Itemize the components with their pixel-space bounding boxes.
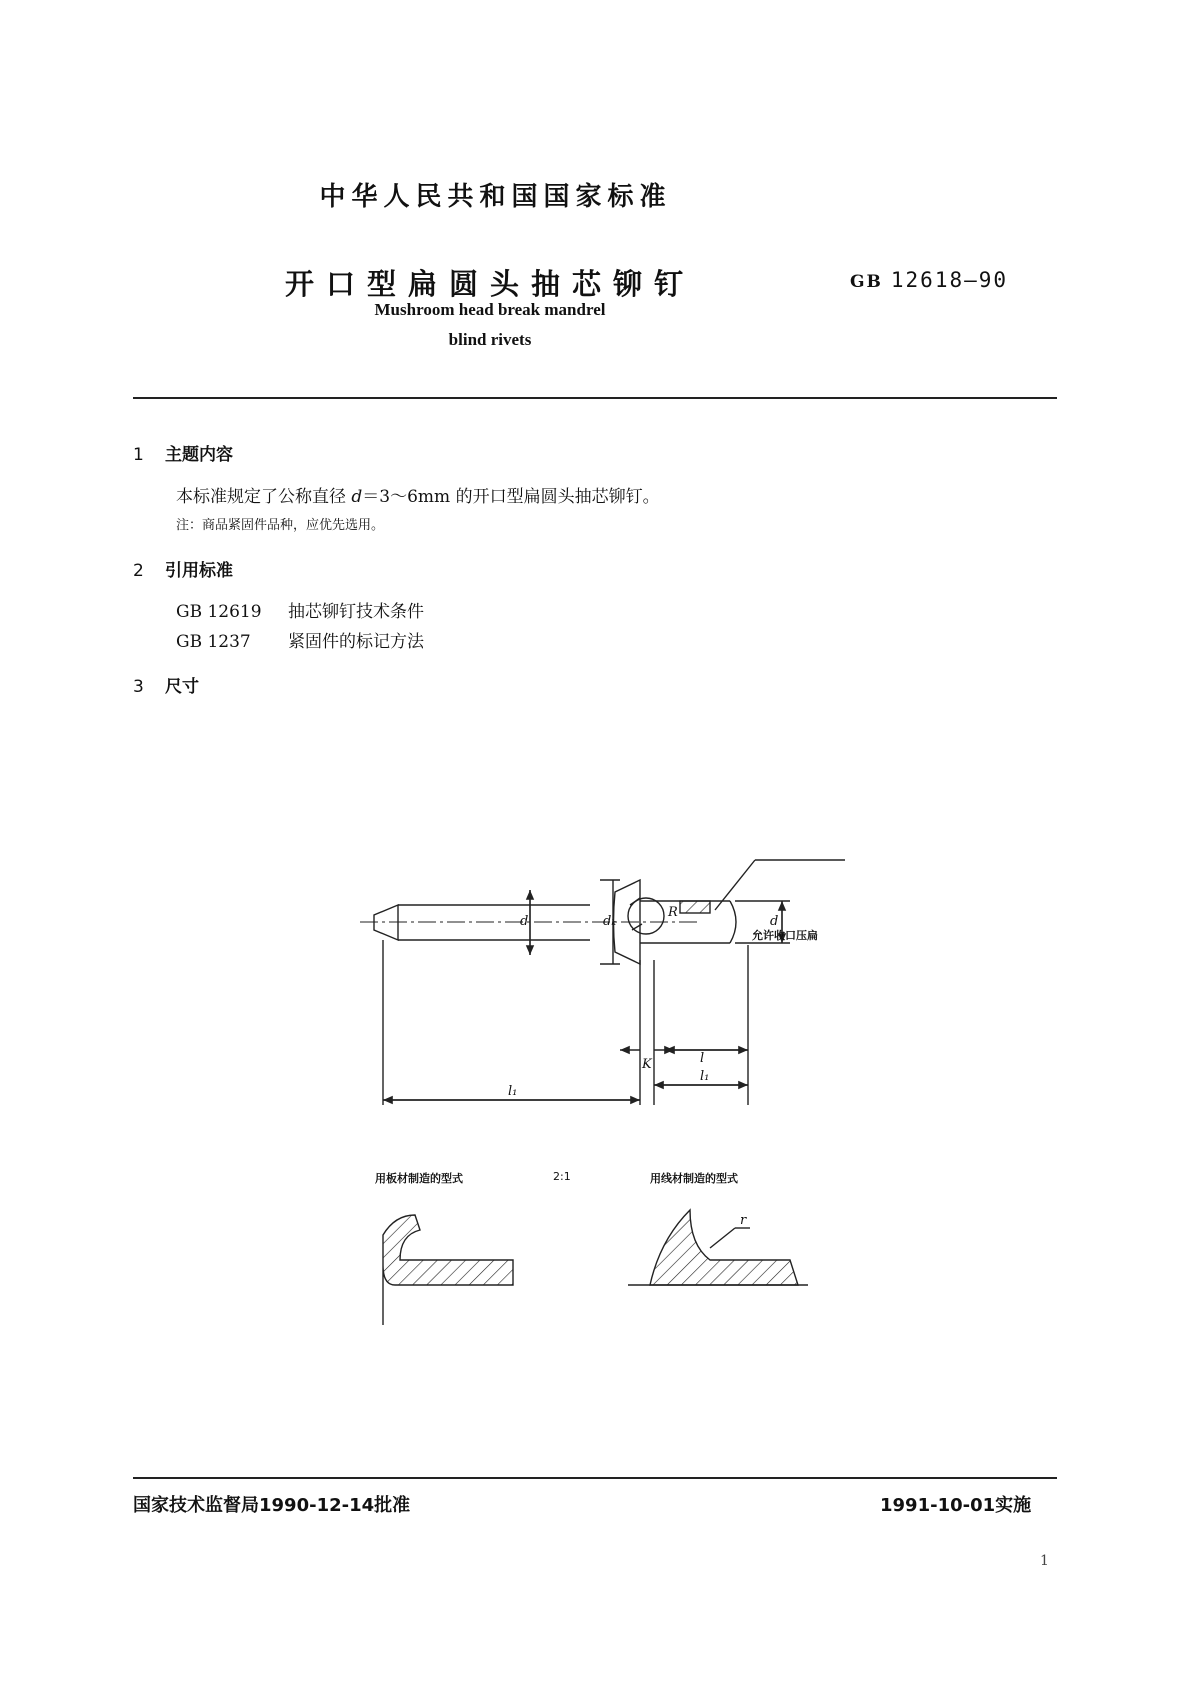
detail-scale: 2:1: [553, 1170, 571, 1183]
document-title-en-line1: Mushroom head break mandrel: [374, 300, 606, 319]
scope-paragraph: 本标准规定了公称直径 d＝3～6mm 的开口型扁圆头抽芯铆钉。: [176, 487, 660, 507]
callout-text: 允许收口压扁: [752, 929, 818, 942]
reference-item: GB 12619 抽芯铆钉技术条件: [176, 602, 424, 622]
dim-l-label: l: [700, 1051, 705, 1066]
page-number: 1: [1040, 1553, 1049, 1569]
section-heading: 2 引用标准: [133, 561, 233, 581]
approval-line: 国家技术监督局1990-12-14批准: [133, 1495, 411, 1516]
section-heading: 1 主题内容: [133, 445, 233, 465]
detail-left-caption: 用板材制造的型式: [375, 1172, 463, 1185]
detail-r-label: r: [740, 1213, 747, 1228]
national-standard-heading: 中华人民共和国国家标准: [319, 182, 672, 212]
standard-number: GB 12618—90: [850, 268, 1009, 292]
dim-dk-label: dₖ: [603, 914, 617, 929]
footer-rule: [133, 1477, 1057, 1479]
section-heading: 3 尺寸: [133, 677, 199, 697]
document-title-cn: 开口型扁圆头抽芯铆钉: [285, 267, 696, 301]
document-title-en-line2: blind rivets: [448, 330, 532, 349]
dim-d-label: d: [520, 914, 529, 929]
dim-K-label: K: [642, 1057, 652, 1072]
mandrel-tip: [374, 905, 398, 940]
detail-sheet: [383, 1215, 513, 1325]
dim-l1-right-label: l₁: [700, 1069, 710, 1084]
implementation-line: 1991-10-01实施: [880, 1495, 1032, 1516]
reference-item: GB 1237 紧固件的标记方法: [176, 632, 424, 652]
scope-note: 注：商品紧固件品种，应优先选用。: [176, 518, 385, 533]
dim-R-label: R: [668, 905, 678, 920]
dim-l1-label: l₁: [508, 1084, 518, 1099]
dim-d-right-label: d: [770, 914, 779, 929]
detail-wire: [650, 1210, 798, 1285]
detail-right-caption: 用线材制造的型式: [650, 1172, 738, 1185]
